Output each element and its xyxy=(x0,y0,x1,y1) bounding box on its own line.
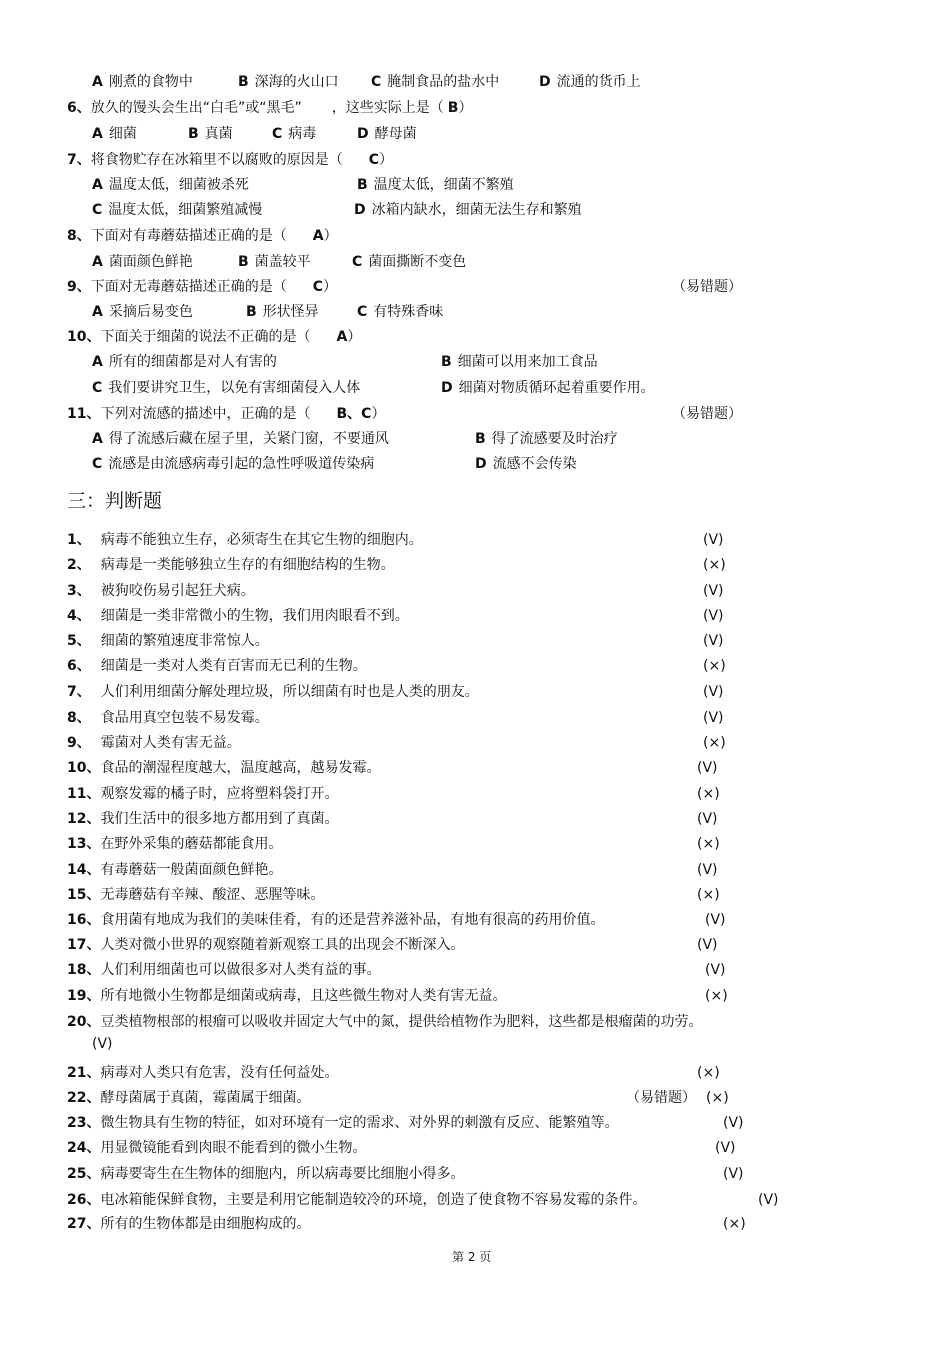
tf-mark: (V) xyxy=(703,710,724,726)
q8-option-c: C 菌面撕断不变色 xyxy=(352,254,467,270)
tf-mark: (V) xyxy=(703,532,724,548)
tf-note: （易错题） xyxy=(626,1090,696,1106)
tf-item: 26、电冰箱能保鲜食物，主要是利用它能制造较冷的环境，创造了使食物不容易发霉的条件。 xyxy=(67,1192,647,1208)
tf-item: 8、 食品用真空包装不易发霉。 xyxy=(67,710,269,726)
tf-mark: (V) xyxy=(697,937,718,953)
q9-stem: 9、下面对无毒蘑菇描述正确的是（ C） xyxy=(67,279,338,295)
tf-mark: (V) xyxy=(758,1192,779,1208)
tf-item: 16、食用菌有地成为我们的美味佳肴，有的还是营养滋补品，有地有很高的药用价值。 xyxy=(67,912,605,928)
tf-item: 4、 细菌是一类非常微小的生物，我们用肉眼看不到。 xyxy=(67,608,409,624)
tf-item: 17、人类对微小世界的观察随着新观察工具的出现会不断深入。 xyxy=(67,937,465,953)
tf-item: 11、观察发霉的橘子时，应将塑料袋打开。 xyxy=(67,786,339,802)
q5-option-d: D 流通的货币上 xyxy=(539,74,641,90)
tf-mark: (×) xyxy=(703,735,726,751)
tf-mark: (V) xyxy=(697,760,718,776)
q9-option-a: A 采摘后易变色 xyxy=(92,304,193,320)
q10-option-b: B 细菌可以用来加工食品 xyxy=(441,354,598,370)
tf-item: 13、在野外采集的蘑菇都能食用。 xyxy=(67,836,283,852)
q9-option-c: C 有特殊香味 xyxy=(357,304,444,320)
q11-option-a: A 得了流感后藏在屋子里，关紧门窗，不要通风 xyxy=(92,431,389,447)
q11-option-c: C 流感是由流感病毒引起的急性呼吸道传染病 xyxy=(92,456,375,472)
tf-mark: (V) xyxy=(703,608,724,624)
tf-item: 14、有毒蘑菇一般菌面颜色鲜艳。 xyxy=(67,862,283,878)
tf-item: 19、所有地微小生物都是细菌或病毒，且这些微生物对人类有害无益。 xyxy=(67,988,507,1004)
q9-note: （易错题） xyxy=(672,279,742,295)
tf-item: 5、 细菌的繁殖速度非常惊人。 xyxy=(67,633,269,649)
q7-stem: 7、将食物贮存在冰箱里不以腐败的原因是（ C） xyxy=(67,152,394,168)
tf-item: 6、 细菌是一类对人类有百害而无已利的生物。 xyxy=(67,658,367,674)
q11-note: （易错题） xyxy=(672,406,742,422)
tf-mark: (V) xyxy=(703,684,724,700)
q10-option-d: D 细菌对物质循环起着重要作用。 xyxy=(441,380,655,396)
q7-option-c: C 温度太低，细菌繁殖减慢 xyxy=(92,202,263,218)
q10-stem: 10、下面关于细菌的说法不正确的是（ A） xyxy=(67,329,362,345)
tf-mark: (×) xyxy=(703,658,726,674)
q8-option-a: A 菌面颜色鲜艳 xyxy=(92,254,193,270)
q11-option-b: B 得了流感要及时治疗 xyxy=(475,431,618,447)
tf-mark: (V) xyxy=(723,1166,744,1182)
q7-option-d: D 冰箱内缺水，细菌无法生存和繁殖 xyxy=(354,202,582,218)
q5-option-b: B 深海的火山口 xyxy=(238,74,339,90)
page-number: 第 2 页 xyxy=(452,1250,492,1264)
tf-mark: (×) xyxy=(697,887,720,903)
tf-mark: (V) xyxy=(697,811,718,827)
tf-mark: (V) xyxy=(705,912,726,928)
q7-option-a: A 温度太低，细菌被杀死 xyxy=(92,177,249,193)
tf-mark: (×) xyxy=(697,1065,720,1081)
tf-item: 20、豆类植物根部的根瘤可以吸收并固定大气中的氮，提供给植物作为肥料，这些都是根瘤菌的功劳。 xyxy=(67,1014,703,1030)
q10-option-a: A 所有的细菌都是对人有害的 xyxy=(92,354,277,370)
tf-mark: (×) xyxy=(703,557,726,573)
tf-item: 3、 被狗咬伤易引起狂犬病。 xyxy=(67,583,255,599)
tf-mark: (×) xyxy=(697,836,720,852)
tf-mark: (V) xyxy=(723,1115,744,1131)
tf-item: 2、 病毒是一类能够独立生存的有细胞结构的生物。 xyxy=(67,557,395,573)
tf-item: 25、病毒要寄生在生物体的细胞内，所以病毒要比细胞小得多。 xyxy=(67,1166,465,1182)
tf-item: 7、 人们利用细菌分解处理垃圾，所以细菌有时也是人类的朋友。 xyxy=(67,684,479,700)
tf-mark: (V) xyxy=(697,862,718,878)
q6-option-a: A 细菌 xyxy=(92,126,137,142)
tf-mark: (V) xyxy=(92,1036,113,1052)
q7-option-b: B 温度太低，细菌不繁殖 xyxy=(357,177,514,193)
tf-item: 9、 霉菌对人类有害无益。 xyxy=(67,735,241,751)
tf-item: 10、食品的潮湿程度越大，温度越高，越易发霉。 xyxy=(67,760,381,776)
q5-option-a: A 刚煮的食物中 xyxy=(92,74,193,90)
q11-option-d: D 流感不会传染 xyxy=(475,456,577,472)
q9-option-b: B 形状怪异 xyxy=(246,304,319,320)
tf-item: 12、我们生活中的很多地方都用到了真菌。 xyxy=(67,811,339,827)
tf-mark: (×) xyxy=(697,786,720,802)
tf-item: 1、 病毒不能独立生存，必须寄生在其它生物的细胞内。 xyxy=(67,532,423,548)
tf-mark: (×) xyxy=(706,1090,729,1106)
tf-mark: (×) xyxy=(723,1216,746,1232)
q8-stem: 8、下面对有毒蘑菇描述正确的是（ A） xyxy=(67,228,338,244)
q8-option-b: B 菌盖较平 xyxy=(238,254,311,270)
q5-option-c: C 腌制食品的盐水中 xyxy=(371,74,500,90)
tf-mark: (V) xyxy=(703,583,724,599)
tf-item: 18、人们利用细菌也可以做很多对人类有益的事。 xyxy=(67,962,381,978)
tf-mark: (V) xyxy=(703,633,724,649)
tf-mark: (V) xyxy=(715,1140,736,1156)
q10-option-c: C 我们要讲究卫生，以免有害细菌侵入人体 xyxy=(92,380,361,396)
q11-stem: 11、下列对流感的描述中，正确的是（ B、C） xyxy=(67,406,386,422)
q6-option-d: D 酵母菌 xyxy=(357,126,417,142)
tf-item: 27、所有的生物体都是由细胞构成的。 xyxy=(67,1216,311,1232)
tf-item: 22、酵母菌属于真菌，霉菌属于细菌。 xyxy=(67,1090,311,1106)
tf-item: 21、病毒对人类只有危害，没有任何益处。 xyxy=(67,1065,339,1081)
tf-mark: (V) xyxy=(705,962,726,978)
q6-option-b: B 真菌 xyxy=(188,126,233,142)
tf-item: 24、用显微镜能看到肉眼不能看到的微小生物。 xyxy=(67,1140,367,1156)
tf-item: 15、无毒蘑菇有辛辣、酸涩、恶腥等味。 xyxy=(67,887,325,903)
tf-item: 23、微生物具有生物的特征，如对环境有一定的需求、对外界的刺激有反应、能繁殖等。 xyxy=(67,1115,619,1131)
q6-stem: 6、放久的馒头会生出“白毛”或“黑毛” ，这些实际上是（ B） xyxy=(67,100,473,116)
tf-mark: (×) xyxy=(705,988,728,1004)
section-heading: 三：判断题 xyxy=(67,490,163,512)
q6-option-c: C 病毒 xyxy=(272,126,317,142)
